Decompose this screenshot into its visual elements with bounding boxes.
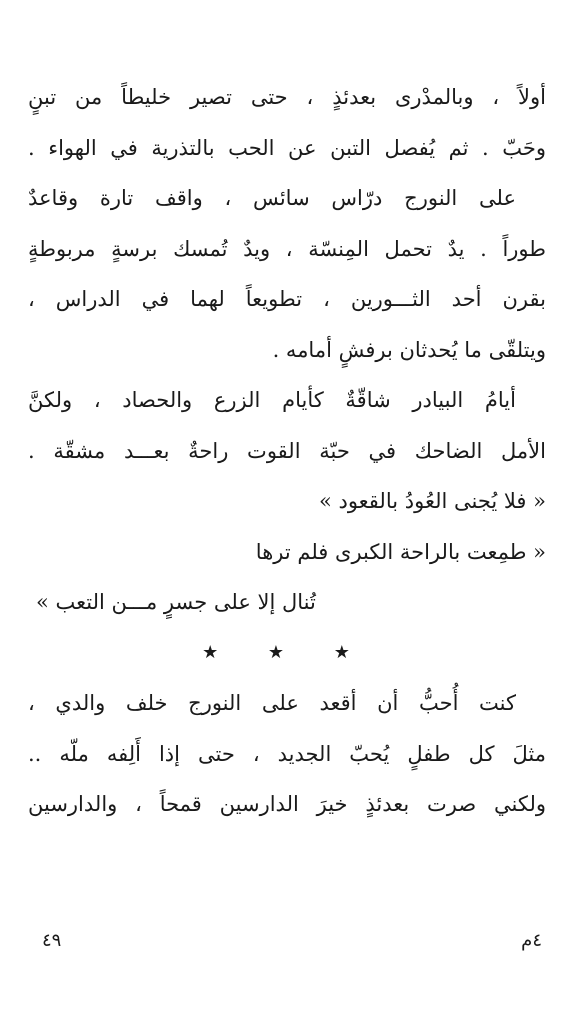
text-line: مثلَ كل طفلٍ يُحبّ الجديد ، حتى إذا أَلِفه ملّه .. — [28, 741, 546, 766]
text-line: وحَبّ . ثم يُفصل التبن عن الحب بالتذرية في الهواء . — [28, 135, 546, 160]
text-line: كنت أُحبُّ أن أقعد على النورج خلف والدي ، — [28, 691, 516, 715]
body-text — [28, 72, 546, 830]
poem-line: « طمِعت بالراحة الكبرى فلم ترها — [255, 539, 546, 564]
signature-mark: ٤م — [521, 930, 542, 951]
poem-line: تُنال إلا على جسرٍ مـــن التعب » — [36, 590, 316, 614]
text-line: على النورج درّاس سائس ، واقف تارة وقاعدٌ — [28, 186, 516, 210]
text-line: الأمل الضاحك في حبّة القوت راحةٌ بعـــد مشقّة . — [28, 438, 546, 463]
section-separator: ★ ★ ★ — [202, 641, 372, 663]
text-line: ولكني صرت بعدئذٍ خيرَ الدارسين قمحاً ، والدارسين — [28, 792, 546, 816]
page-number: ٤٩ — [42, 930, 62, 951]
text-line: بقرن أحد الثـــورين ، تطويعاً لهما في الدراس ، — [28, 287, 546, 311]
text-line: أولاً ، وبالمدْرى بعدئذٍ ، حتى تصير خليطاً من تبنٍ — [28, 85, 546, 109]
text-line: أيامُ البيادر شاقّةٌ كأيام الزرع والحصاد ، ولكنَّ — [28, 388, 516, 412]
text-line: طوراً . يدٌ تحمل المِنسّة ، ويدٌ تُمسك برسةٍ مربوطةٍ — [28, 236, 546, 261]
text-line: ويتلقّى ما يُحدثان برفشٍ أمامه . — [272, 337, 546, 362]
proverb-line: « فلا يُجنى العُودُ بالقعود » — [318, 489, 546, 513]
